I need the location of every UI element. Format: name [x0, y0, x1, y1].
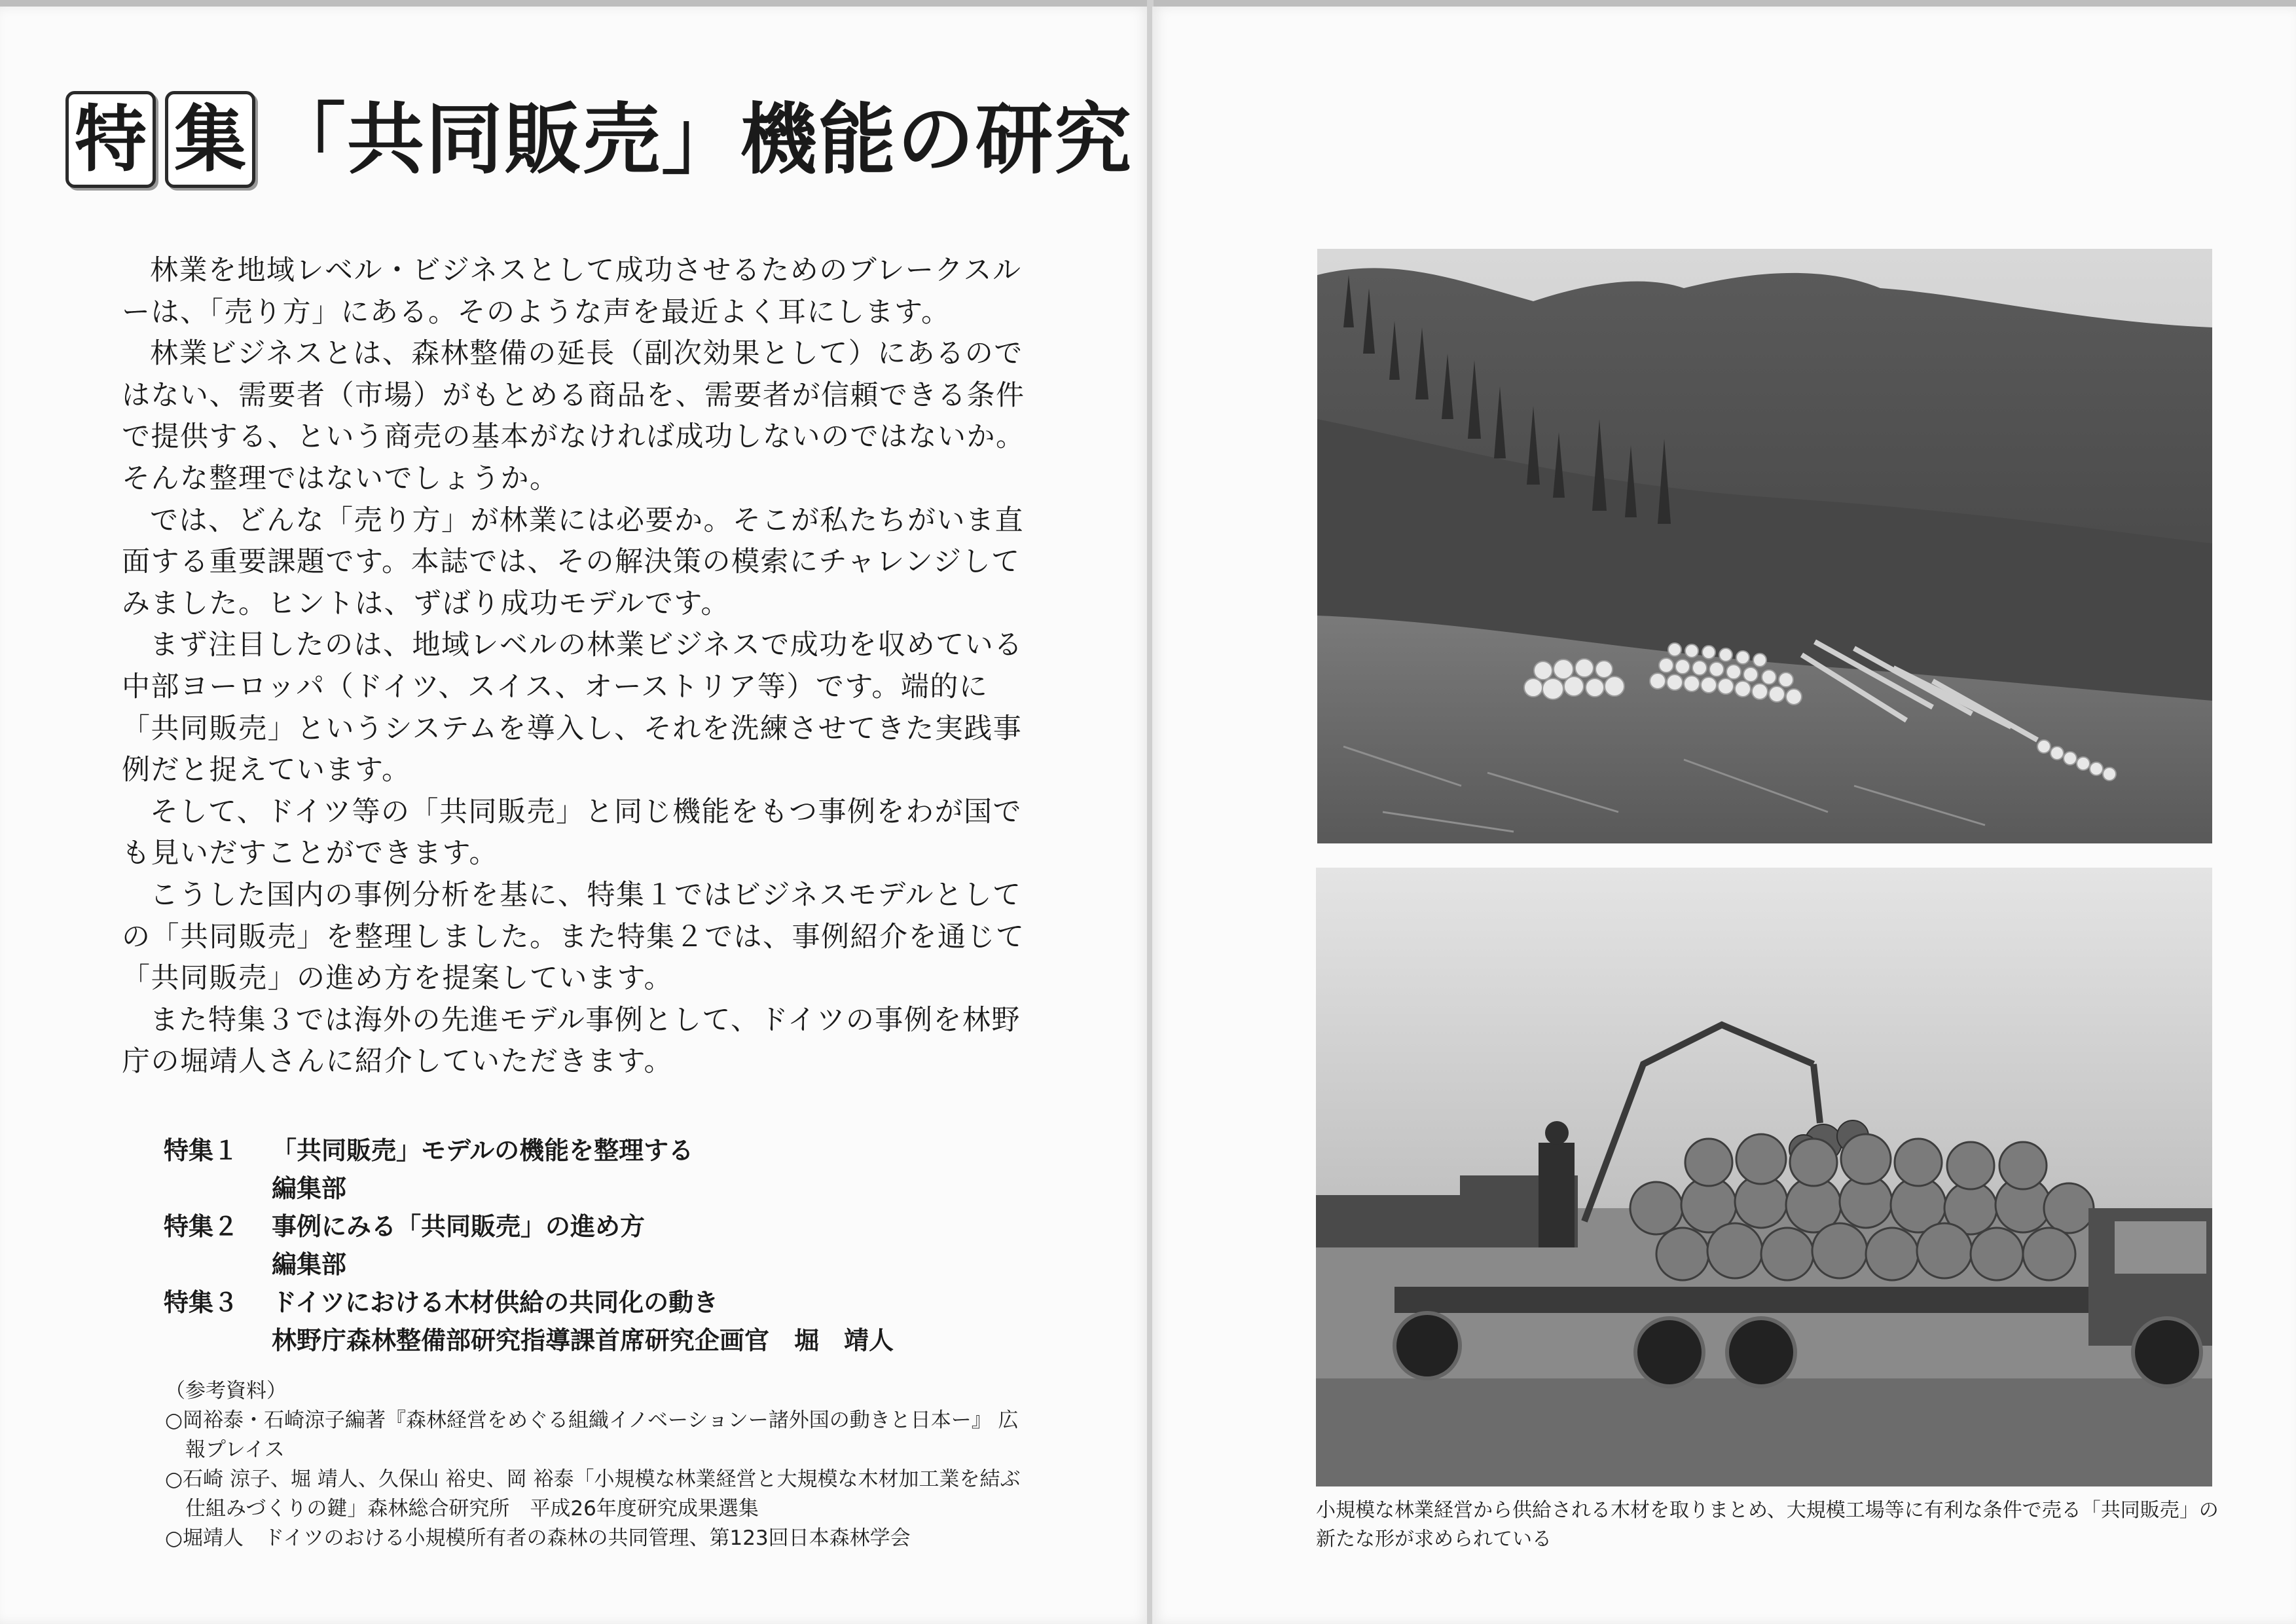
intro-paragraph: 林業ビジネスとは、森林整備の延長（副次効果として）にあるのではない、需要者（市場）がもとめる商品を、需要者が信頼できる条件で提供する、という商売の基本がなければ成功しないのではないか。そんな整理ではないでしょうか。: [122, 337, 1025, 495]
toc-author: 林野庁森林整備部研究指導課首席研究企画官 堀 靖人: [272, 1326, 894, 1355]
table-of-contents: [164, 1132, 1015, 1359]
intro-paragraph: また特集３では海外の先進モデル事例として、ドイツの事例を林野庁の堀靖人さんに紹介していただきます。: [122, 1003, 1021, 1079]
toc-author: 編集部: [272, 1250, 347, 1279]
left-page: [0, 7, 1149, 1624]
photo-caption: 小規模な林業経営から供給される木材を取りまとめ、大規模工場等に有利な条件で売る「共同販売」の新たな形が求められている: [1316, 1499, 2219, 1551]
intro-paragraph: まず注目したのは、地域レベルの林業ビジネスで成功を収めている中部ヨーロッパ（ドイツ、スイス、オーストリア等）です。端的に「共同販売」というシステムを導入し、それを洗練させてきた実践事例だと捉えています。: [122, 629, 1023, 787]
toc-label: 特集３: [164, 1288, 239, 1317]
intro-text: [122, 250, 1025, 1083]
title-box-char-2: 集: [165, 91, 255, 188]
references: [165, 1376, 1036, 1553]
title-main-text: 「共同販売」機能の研究: [268, 94, 1133, 185]
intro-paragraph: 林業を地域レベル・ビジネスとして成功させるためのブレークスルーは、「売り方」にある。そのような声を最近よく耳にします。: [122, 254, 1022, 329]
title-box-char-1: 特: [65, 91, 156, 188]
toc-entry: [164, 1132, 1015, 1170]
toc-entry: [164, 1283, 1015, 1321]
intro-paragraph: こうした国内の事例分析を基に、特集１ではビジネスモデルとしての「共同販売」を整理しました。また特集２では、事例紹介を通じて「共同販売」の進め方を提案しています。: [122, 878, 1025, 995]
log-truck-loading-photo: [1316, 868, 2212, 1486]
toc-title: ドイツにおける木材供給の共同化の動き: [272, 1288, 719, 1317]
toc-author: 編集部: [272, 1174, 347, 1203]
toc-label: 特集２: [164, 1212, 239, 1241]
intro-paragraph: では、どんな「売り方」が林業には必要か。そこが私たちがいま直面する重要課題です。本誌では、その解決策の模索にチャレンジしてみました。ヒントは、ずばり成功モデルです。: [122, 504, 1024, 620]
toc-entry: [164, 1208, 1015, 1246]
toc-title: 「共同販売」モデルの機能を整理する: [272, 1136, 694, 1165]
reference-item: ○石崎 涼子、堀 靖人、久保山 裕史、岡 裕泰「小規模な林業経営と大規模な木材加工業を結ぶ仕組みづくりの鍵」森林総合研究所 平成26年度研究成果選集: [165, 1467, 1021, 1521]
toc-label: 特集１: [164, 1136, 239, 1165]
reference-item: ○堀靖人 ドイツのおける小規模所有者の森林の共同管理、第123回日本森林学会: [165, 1526, 911, 1550]
references-heading: （参考資料）: [165, 1379, 287, 1403]
intro-paragraph: そして、ドイツ等の「共同販売」と同じ機能をもつ事例をわが国でも見いだすことができます。: [122, 795, 1022, 870]
toc-title: 事例にみる「共同販売」の進め方: [272, 1212, 646, 1241]
reference-item: ○岡裕泰・石崎涼子編著『森林経営をめぐる組織イノベーションー諸外国の動きと日本ー』 広報プレイス: [165, 1409, 1019, 1462]
forest-log-pile-photo: [1317, 249, 2212, 843]
feature-title: [65, 90, 1133, 189]
